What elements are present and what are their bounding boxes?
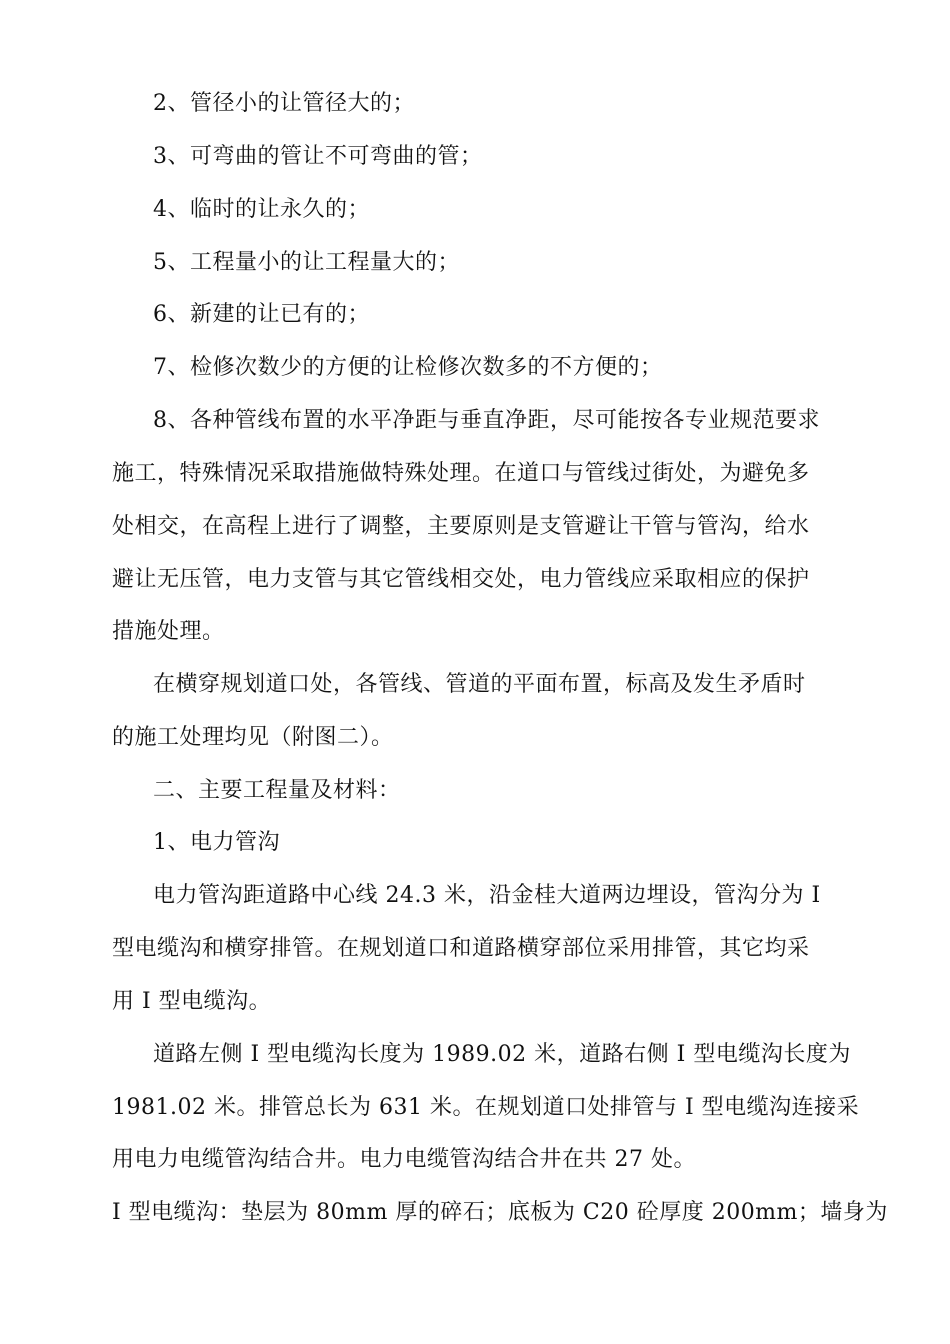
list-item-4: 4、临时的让永久的；: [153, 197, 370, 222]
paragraph-line: 用 I 型电缆沟。: [112, 989, 272, 1014]
paragraph-line: 处相交，在高程上进行了调整，主要原则是支管避让干管与管沟，给水: [112, 514, 810, 539]
subsection-heading: 1、电力管沟: [153, 830, 280, 855]
paragraph-line: 在横穿规划道口处，各管线、管道的平面布置，标高及发生矛盾时: [153, 672, 806, 697]
paragraph-line: 电力管沟距道路中心线 24.3 米，沿金桂大道两边埋设，管沟分为 I: [153, 883, 821, 908]
section-heading: 二、主要工程量及材料：: [153, 778, 401, 803]
list-item-5: 5、工程量小的让工程量大的；: [153, 250, 460, 275]
list-item-2: 2、管径小的让管径大的；: [153, 91, 415, 116]
paragraph-line: 型电缆沟和横穿排管。在规划道口和道路横穿部位采用排管，其它均采: [112, 936, 810, 961]
list-item-6: 6、新建的让已有的；: [153, 302, 370, 327]
list-item-7: 7、检修次数少的方便的让检修次数多的不方便的；: [153, 355, 663, 380]
list-item-3: 3、可弯曲的管让不可弯曲的管；: [153, 144, 483, 169]
paragraph-line: I 型电缆沟：垫层为 80mm 厚的碎石；底板为 C20 砼厚度 200mm；墙身为: [112, 1200, 888, 1225]
paragraph-line: 1981.02 米。排管总长为 631 米。在规划道口处排管与 I 型电缆沟连接采: [112, 1095, 860, 1120]
paragraph-line: 的施工处理均见（附图二）。: [112, 725, 394, 750]
paragraph-line: 措施处理。: [112, 619, 225, 644]
paragraph-line: 避让无压管，电力支管与其它管线相交处，电力管线应采取相应的保护: [112, 567, 810, 592]
paragraph-line: 道路左侧 I 型电缆沟长度为 1989.02 米，道路右侧 I 型电缆沟长度为: [153, 1042, 851, 1067]
paragraph-line: 施工，特殊情况采取措施做特殊处理。在道口与管线过街处，为避免多: [112, 461, 810, 486]
list-item-8: 8、各种管线布置的水平净距与垂直净距，尽可能按各专业规范要求: [153, 408, 820, 433]
paragraph-line: 用电力电缆管沟结合井。电力电缆管沟结合井在共 27 处。: [112, 1147, 696, 1172]
